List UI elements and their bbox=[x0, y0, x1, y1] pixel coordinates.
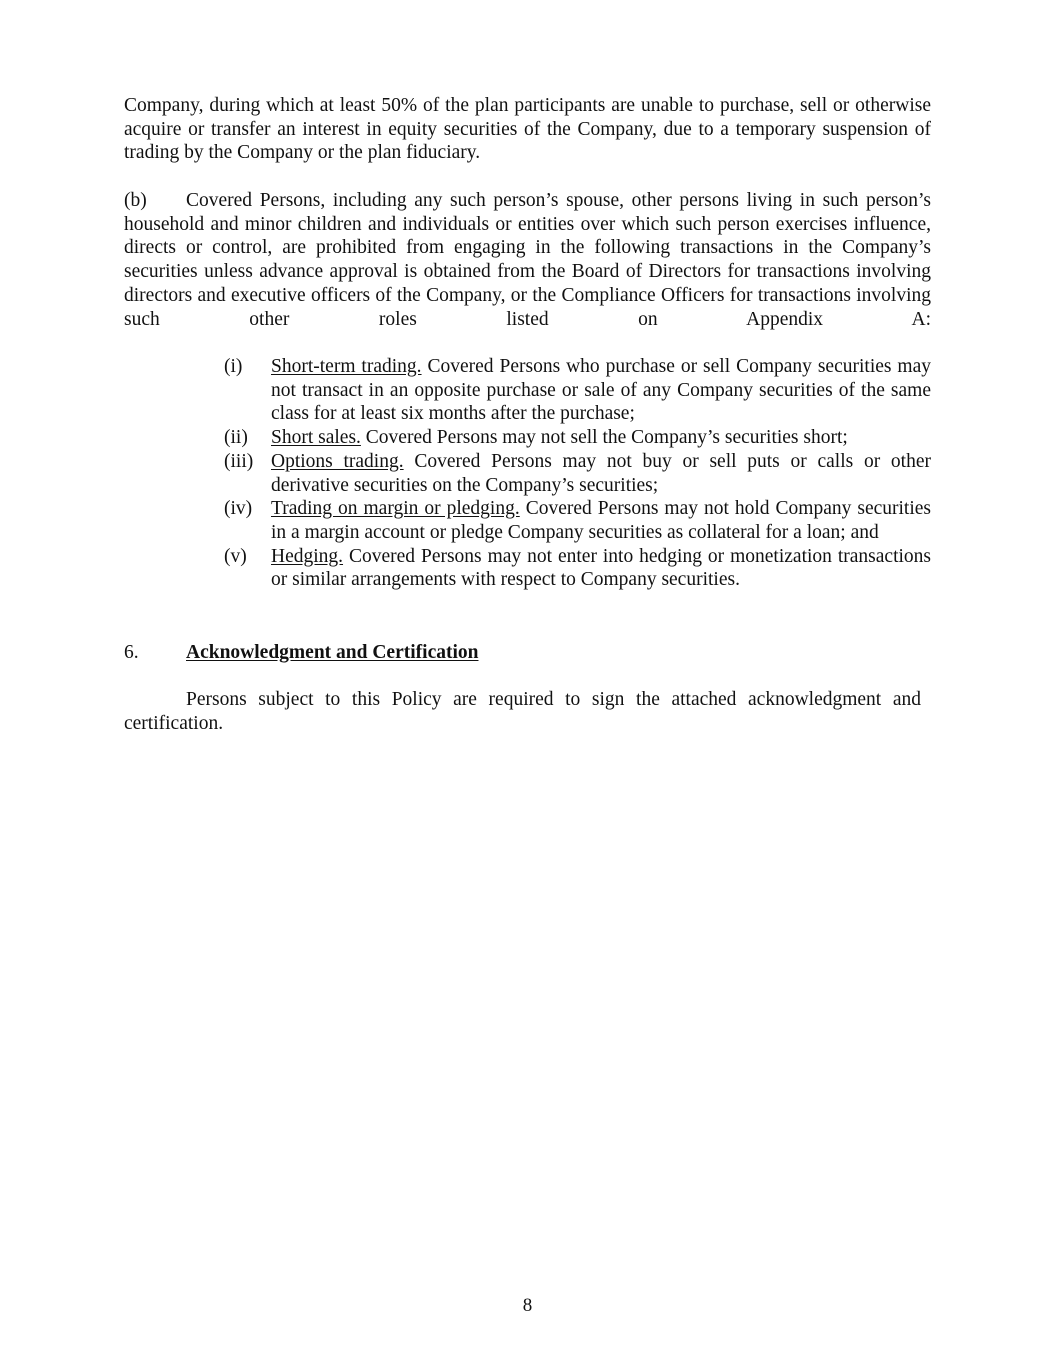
list-item-body bbox=[271, 497, 931, 544]
list-item-heading: Short-term trading. bbox=[271, 356, 422, 377]
paragraph-b bbox=[124, 189, 931, 331]
section-6-heading bbox=[124, 641, 931, 665]
list-item bbox=[224, 355, 931, 426]
section-number: 6. bbox=[124, 642, 139, 663]
list-item-text: Covered Persons may not hold Company securities in a margin account or pledge Company securities as collateral for a loan; and bbox=[271, 498, 931, 543]
list-item-heading: Hedging. bbox=[271, 545, 344, 567]
list-item-text: Covered Persons may not sell the Company’s securities short; bbox=[360, 427, 848, 449]
list-item-text: Covered Persons may not buy or sell puts or calls or other derivative securities on the Company’s securities; bbox=[271, 450, 931, 496]
paragraph-b-label: (b) bbox=[124, 190, 147, 211]
list-item bbox=[224, 426, 931, 450]
list-item-heading: Options trading. bbox=[271, 450, 404, 472]
list-item bbox=[224, 497, 931, 544]
list-item-heading: Short sales. bbox=[271, 427, 361, 449]
list-item-body bbox=[271, 545, 931, 592]
continuation-paragraph: Company, during which at least 50% of the plan participants are unable to purchase, sell or otherwise acquire or transfer an interest in equity securities of the Company, due to a temporary suspension of trading by the Company or the plan fiduciary. bbox=[124, 95, 931, 164]
list-item-number: (ii) bbox=[224, 427, 248, 449]
paragraph-b-text: Covered Persons, including any such person’s spouse, other persons living in such person’s household and minor children and individuals or entities over which such person exercises influence, directs or control, are prohibited from engaging in the following transactions in the Company’s securities unless advance approval is obtained from the Board of Directors for transactions involving directors and executive officers of the Company, or the Compliance Officers for transactions involving such other roles listed on Appendix A: bbox=[124, 190, 931, 330]
list-item bbox=[224, 450, 931, 497]
list-item-number: (v) bbox=[224, 545, 247, 567]
list-item-body bbox=[271, 355, 931, 426]
list-item-number: (iv) bbox=[224, 498, 253, 520]
acknowledgment-paragraph: Persons subject to this Policy are required to sign the attached acknowledgment and certification. bbox=[124, 689, 921, 734]
list-item-text: Covered Persons may not enter into hedging or monetization transactions or similar arrangements with respect to Company securities. bbox=[271, 545, 931, 591]
list-item-number: (i) bbox=[224, 356, 243, 377]
list-item-number: (iii) bbox=[224, 450, 254, 472]
restricted-transactions-list bbox=[224, 355, 931, 592]
list-item-body bbox=[271, 426, 931, 450]
page-number: 8 bbox=[522, 1295, 533, 1316]
list-item-text: Covered Persons who purchase or sell Company securities may not transact in an opposite purchase or sale of any Company securities of the same class for at least six months after the purchase; bbox=[271, 356, 932, 425]
list-item-body bbox=[271, 450, 931, 497]
list-item bbox=[224, 545, 931, 592]
list-item-heading: Trading on margin or pledging. bbox=[271, 498, 520, 520]
section-title: Acknowledgment and Certification bbox=[186, 642, 479, 663]
